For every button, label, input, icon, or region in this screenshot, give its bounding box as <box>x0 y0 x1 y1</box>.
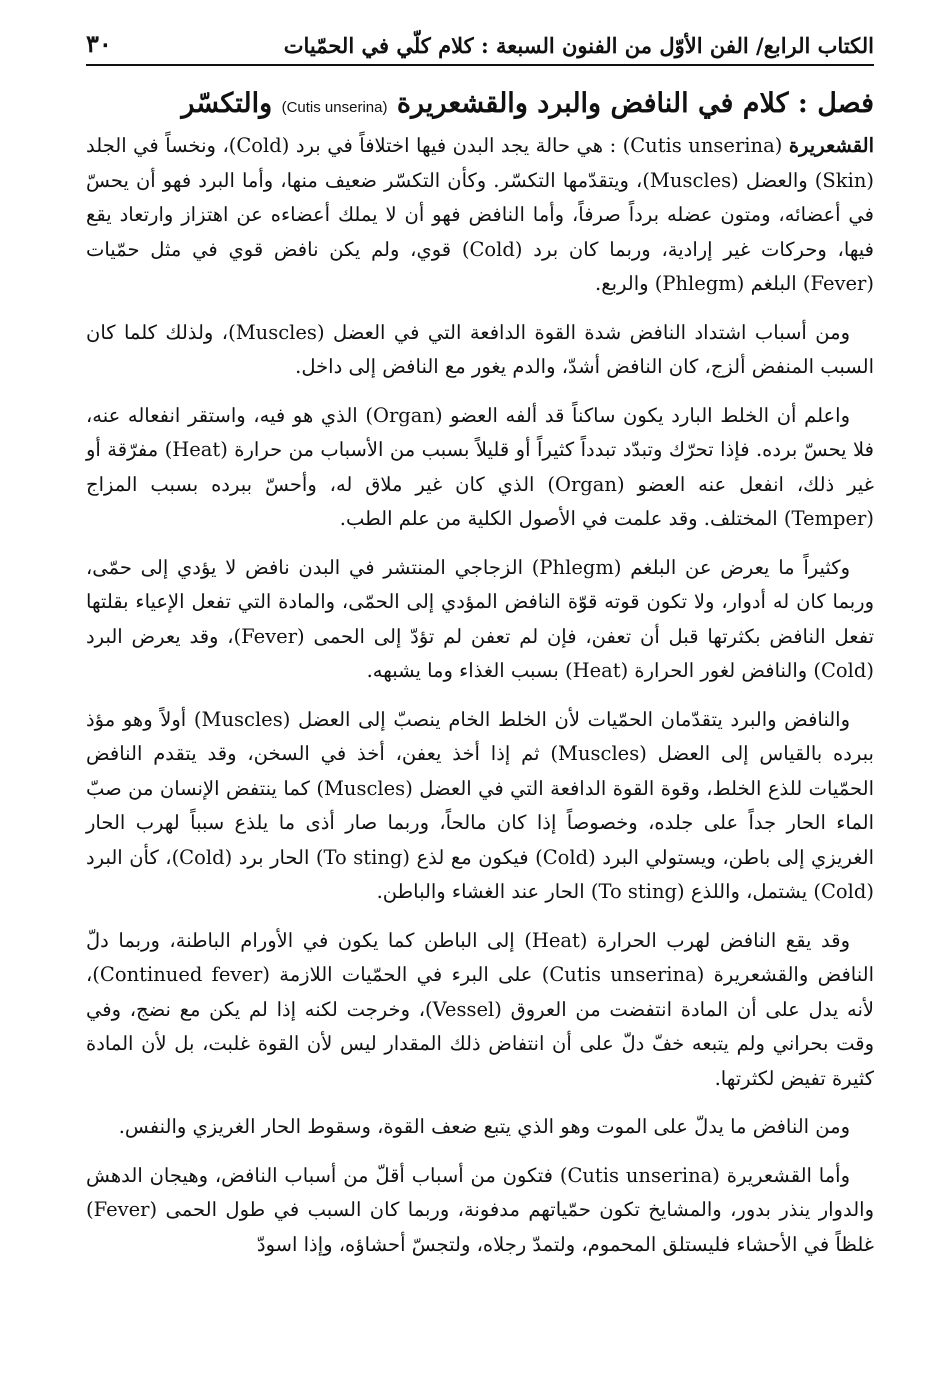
running-title: الكتاب الرابع/ الفن الأوّل من الفنون السبعة : كلام كلّي في الحمّيات <box>283 33 874 58</box>
paragraph-1 <box>86 129 874 302</box>
paragraph-5: والنافض والبرد يتقدّمان الحمّيات لأن الخلط الخام ينصبّ إلى العضل (Muscles) أولاً وهو مؤذ ببرده بالقياس إلى العضل (Muscles) ثم إذا أخذ يعفن، أخذ في السخن، وقد يتقدم النافض الحمّيات للذع الخلط، وقوة القوة الدافعة التي في العضل (Muscles) كما ينتفض الإنسان من صبّ الماء الحار جداً على جلده، وخصوصاً إذا كان مالحاً، وربما صار أذى ما يلذع سبباً لهرب الحار الغريزي إلى باطن، ويستولي البرد (Cold) فيكون مع لذع (To sting) الحار برد (Cold)، كأن البرد (Cold) يشتمل، واللذع (To sting) الحار عند الغشاء والباطن. <box>86 707 874 904</box>
paragraph-lead-term: القشعريرة <box>788 134 875 158</box>
paragraph-6: وقد يقع النافض لهرب الحرارة (Heat) إلى الباطن كما يكون في الأورام الباطنة، وربما دلّ النافض والقشعريرة (Cutis unserina) على البرء في الحمّيات اللازمة (Continued fever)، لأنه يدل على أن المادة انتفضت من العروق (Vessel)، وخرجت لكنه إذا لم يكن مع نضج، وفي وقت بحراني ولم يتبعه خفّ دلّ على أن انتفاض ذلك المقدار ليس لأن القوة غلبت، بل لأن المادة كثيرة تفيض لكثرتها. <box>86 928 874 1090</box>
paragraph-8: وأما القشعريرة (Cutis unserina) فتكون من أسباب أقلّ من أسباب النافض، وهيجان الدهش والدوار ينذر بدور، والمشايخ تكون حمّياتهم مدفونة، وربما كان السبب في طول الحمى (Fever) غلظاً في الأحشاء فليستلق المحموم، ولتمدّ رجلاه، ولتجسّ أحشاؤه، وإذا اسودّ <box>86 1163 874 1256</box>
chapter-title <box>86 86 874 121</box>
paragraph-3: واعلم أن الخلط البارد يكون ساكناً قد ألفه العضو (Organ) الذي هو فيه، واستقر انفعاله عنه، فلا يحسّ برده. فإذا تحرّك وتبدّد تبدداً كثيراً أو قليلاً بسبب من الأسباب من حرارة (Heat) مفرّقة أو غير ذلك، انفعل عنه العضو (Organ) الذي كان غير ملاق له، وأحسّ ببرده بسبب المزاج (Temper) المختلف. وقد علمت في الأصول الكلية من علم الطب. <box>86 403 874 531</box>
chapter-title-latin: (Cutis unserina) <box>281 99 388 116</box>
chapter-title-suffix: والتكسّر <box>181 88 273 119</box>
page-number: ٣٠ <box>86 29 112 58</box>
paragraph-2: ومن أسباب اشتداد النافض شدة القوة الدافعة التي في العضل (Muscles)، ولذلك كلما كان السبب المنفض ألزج، كان النافض أشدّ، والدم يغور مع النافض إلى داخل. <box>86 320 874 379</box>
paragraph-text: (Cutis unserina) : هي حالة يجد البدن فيها اختلافاً في برد (Cold)، ونخساً في الجلد (Skin) والعضل (Muscles)، ويتقدّمها التكسّر. وكأن التكسّر ضعيف منها، وأما البرد فهو أن يحسّ في أعضائه، ومتون عضله برداً صرفاً، وأما النافض فهو أن لا يملك أعضاءه عن اهتزاز وارتعاد يقع فيها، وحركات غير إرادية، وربما كان برد (Cold) قوي، ولم يكن نافض قوي في مثل حمّيات (Fever) البلغم (Phlegm) والربع. <box>86 134 874 296</box>
running-header <box>86 14 874 66</box>
paragraph-4: وكثيراً ما يعرض عن البلغم (Phlegm) الزجاجي المنتشر في البدن نافض لا يؤدي إلى حمّى، وربما كان له أدوار، ولا تكون قوته قوّة النافض المؤدي إلى الحمّى، والمادة التي تفعل الإعياء بقلتها تفعل النافض بكثرتها قبل أن تعفن، فإن لم تعفن لم تؤدّ إلى الحمى (Fever)، وقد يعرض البرد (Cold) والنافض لغور الحرارة (Heat) بسبب الغذاء وما يشبهه. <box>86 555 874 683</box>
chapter-title-prefix: فصل : كلام في النافض والبرد والقشعريرة <box>396 88 874 119</box>
paragraph-7: ومن النافض ما يدلّ على الموت وهو الذي يتبع ضعف القوة، وسقوط الحار الغريزي والنفس. <box>118 1115 850 1139</box>
